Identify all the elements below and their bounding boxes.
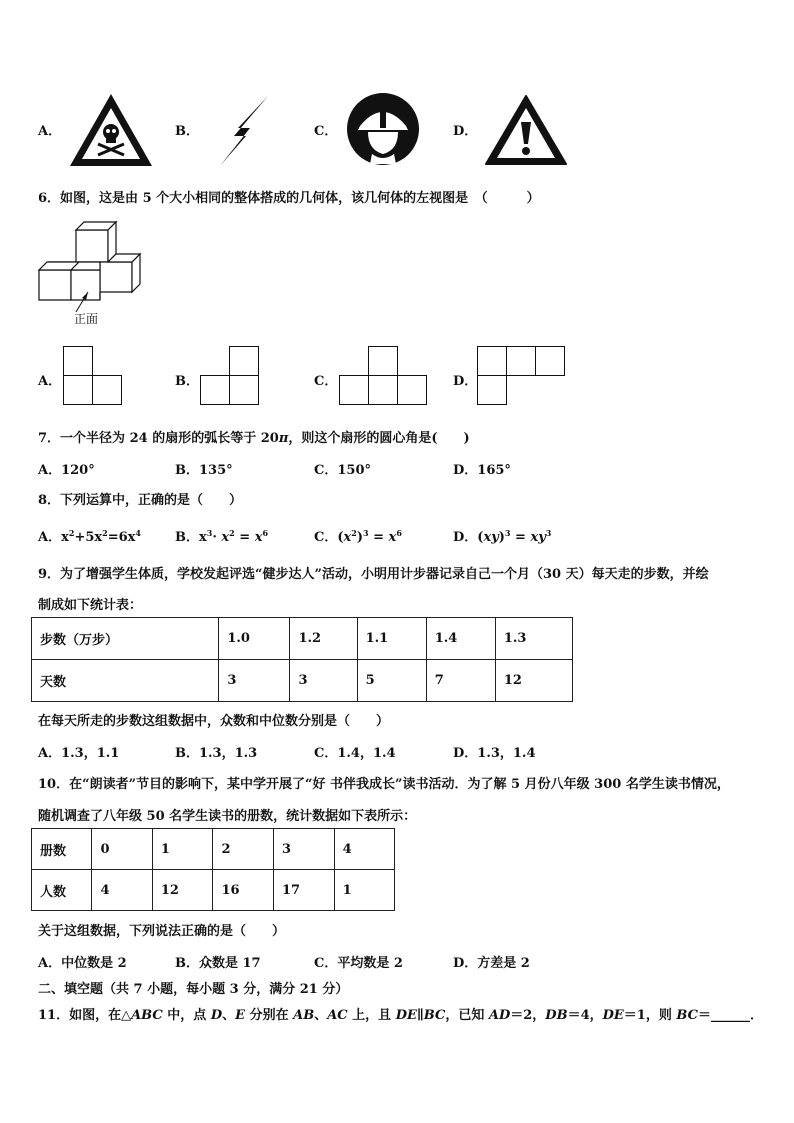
q10-book-table — [31, 828, 395, 911]
table-cell: 3 — [219, 660, 290, 702]
q10-option-a: A．中位数是 2 — [38, 956, 127, 971]
q8-option-a: A．$x^2+5x^2=6x^4$ — [38, 528, 141, 545]
table-cell: 0 — [92, 829, 152, 870]
q10-table-value-row — [32, 870, 395, 911]
table-cell: 1.4 — [426, 618, 495, 660]
q10-stem-line2: 随机调查了八年级 50 名学生读书的册数，统计数据如下表所示： — [38, 809, 417, 824]
q6-option-a-label: A． — [38, 374, 62, 389]
table-cell: 1.3 — [495, 618, 572, 660]
q7-option-a: A．120° — [38, 463, 95, 478]
table-cell: 天数 — [32, 660, 219, 702]
table-cell: 17 — [274, 870, 335, 911]
answer-blank[interactable]: ______ — [710, 1008, 750, 1023]
table-cell: 1.1 — [357, 618, 426, 660]
table-cell: 1 — [334, 870, 394, 911]
q10-table-header-row — [32, 829, 395, 870]
section-heading: 二、填空题（共 7 小题，每小题 3 分，满分 21 分） — [38, 982, 349, 997]
table-cell: 1 — [152, 829, 213, 870]
q9-step-table — [31, 617, 573, 702]
skull-crossbones-warning-icon — [68, 92, 154, 168]
exclamation-warning-icon — [484, 94, 568, 166]
q6-option-d-label: D． — [453, 374, 478, 389]
q10-option-c: C．平均数是 2 — [314, 956, 403, 971]
safety-helmet-icon — [346, 92, 420, 166]
lightning-bolt-icon — [216, 94, 272, 168]
table-cell: 1.0 — [219, 618, 290, 660]
q6-option-b-figure — [200, 346, 260, 406]
table-cell: 16 — [213, 870, 274, 911]
front-view-label: 正面 — [74, 312, 99, 326]
q9-question: 在每天所走的步数这组数据中，众数和中位数分别是（ ） — [38, 714, 390, 729]
table-cell: 4 — [334, 829, 394, 870]
q10-question: 关于这组数据，下列说法正确的是（ ） — [38, 924, 286, 939]
q8-option-c: C．$(x^2)^3 = x^6$ — [314, 528, 402, 545]
q9-option-b: B．1.3，1.3 — [175, 746, 258, 761]
q9-stem-line2: 制成如下统计表： — [38, 598, 143, 613]
q6-option-a-figure — [63, 346, 123, 406]
table-cell: 12 — [152, 870, 213, 911]
q7-stem: 7．一个半径为 24 的扇形的弧长等于 20π，则这个扇形的圆心角是( ) — [38, 431, 470, 446]
table-cell: 12 — [495, 660, 572, 702]
q7-option-c: C．150° — [314, 463, 371, 478]
table-cell: 2 — [213, 829, 274, 870]
q9-option-d: D．1.3，1.4 — [453, 746, 536, 761]
q8-option-b: B．$x^3\cdot x^2 = x^6$ — [175, 528, 269, 545]
q9-table-value-row — [32, 660, 573, 702]
table-cell: 3 — [274, 829, 335, 870]
q6-option-d-figure — [477, 346, 567, 406]
q9-option-c: C．1.4，1.4 — [314, 746, 396, 761]
table-cell: 5 — [357, 660, 426, 702]
q8-stem: 8．下列运算中，正确的是（ ） — [38, 493, 243, 508]
table-cell: 人数 — [32, 870, 92, 911]
table-cell: 步数（万步） — [32, 618, 219, 660]
q10-option-b: B．众数是 17 — [175, 956, 261, 971]
table-cell: 4 — [92, 870, 152, 911]
q6-option-c-figure — [339, 346, 429, 406]
q9-option-a: A．1.3，1.1 — [38, 746, 120, 761]
q9-stem-line1: 9．为了增强学生体质，学校发起评选“健步达人”活动，小明用计步器记录自己一个月（30 天）每天走的步数，并绘 — [38, 567, 709, 582]
table-cell: 3 — [290, 660, 357, 702]
q10-option-d: D．方差是 2 — [453, 956, 530, 971]
q7-option-b: B．135° — [175, 463, 233, 478]
q5-option-c-label: C． — [314, 124, 338, 139]
q7-option-d: D．165° — [453, 463, 511, 478]
table-cell: 7 — [426, 660, 495, 702]
table-cell: 1.2 — [290, 618, 357, 660]
q5-option-b-label: B． — [175, 124, 199, 139]
q6-stem: 6．如图，这是由 5 个大小相同的整体搭成的几何体，该几何体的左视图是 （ ） — [38, 191, 540, 206]
table-cell: 册数 — [32, 829, 92, 870]
q6-solid-figure — [36, 220, 146, 324]
q5-option-d-label: D． — [453, 124, 478, 139]
q5-option-a-label: A． — [38, 124, 62, 139]
q11-stem: 11．如图，在△ABC 中，点 D、E 分别在 AB、AC 上，且 DE∥BC，已知 AD＝2，DB＝4，DE＝1，则 BC＝______． — [38, 1008, 763, 1023]
q6-option-b-label: B． — [175, 374, 199, 389]
q8-option-d: D．$(xy)^3 = xy^3$ — [453, 528, 552, 545]
q6-option-c-label: C． — [314, 374, 338, 389]
q10-stem-line1: 10．在“朗读者”节目的影响下，某中学开展了“好 书伴我成长”读书活动．为了解 5 月份八年级 300 名学生读书情况， — [38, 777, 730, 792]
q9-table-header-row — [32, 618, 573, 660]
